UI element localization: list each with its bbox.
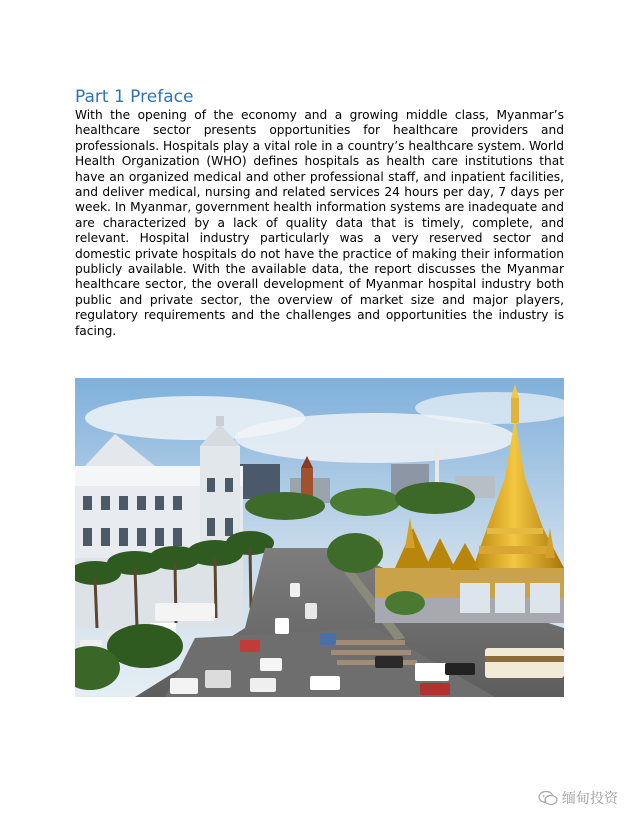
wechat-watermark xyxy=(538,788,618,808)
wechat-icon xyxy=(538,790,558,806)
preface-paragraph: With the opening of the economy and a growing middle class, Myanmar’s healthcare sector presents opportunities for healthcare providers and professionals. Hospitals play a vital role in a country’s healthcare system. World Health Organization (WHO) defines hospitals as health care institutions that have an organized medical and other professional staff, and inpatient facilities, and deliver medical, nursing and related services 24 hours per day, 7 days per week. In Myanmar, government health information systems are inadequate and are characterized by a lack of quality data that is timely, complete, and relevant. Hospital industry particularly was a very reserved sector and domestic private hospitals do not have the practice of making their information publicly available. With the available data, the report discusses the Myanmar healthcare sector, the overall development of Myanmar hospital industry both public and private sector, the overview of market size and major players, regulatory requirements and the challenges and opportunities the industry is facing. xyxy=(75,108,564,338)
city-photo xyxy=(75,378,564,697)
watermark-text: 缅甸投资 xyxy=(562,791,618,807)
section-heading: Part 1 Preface xyxy=(75,87,194,107)
